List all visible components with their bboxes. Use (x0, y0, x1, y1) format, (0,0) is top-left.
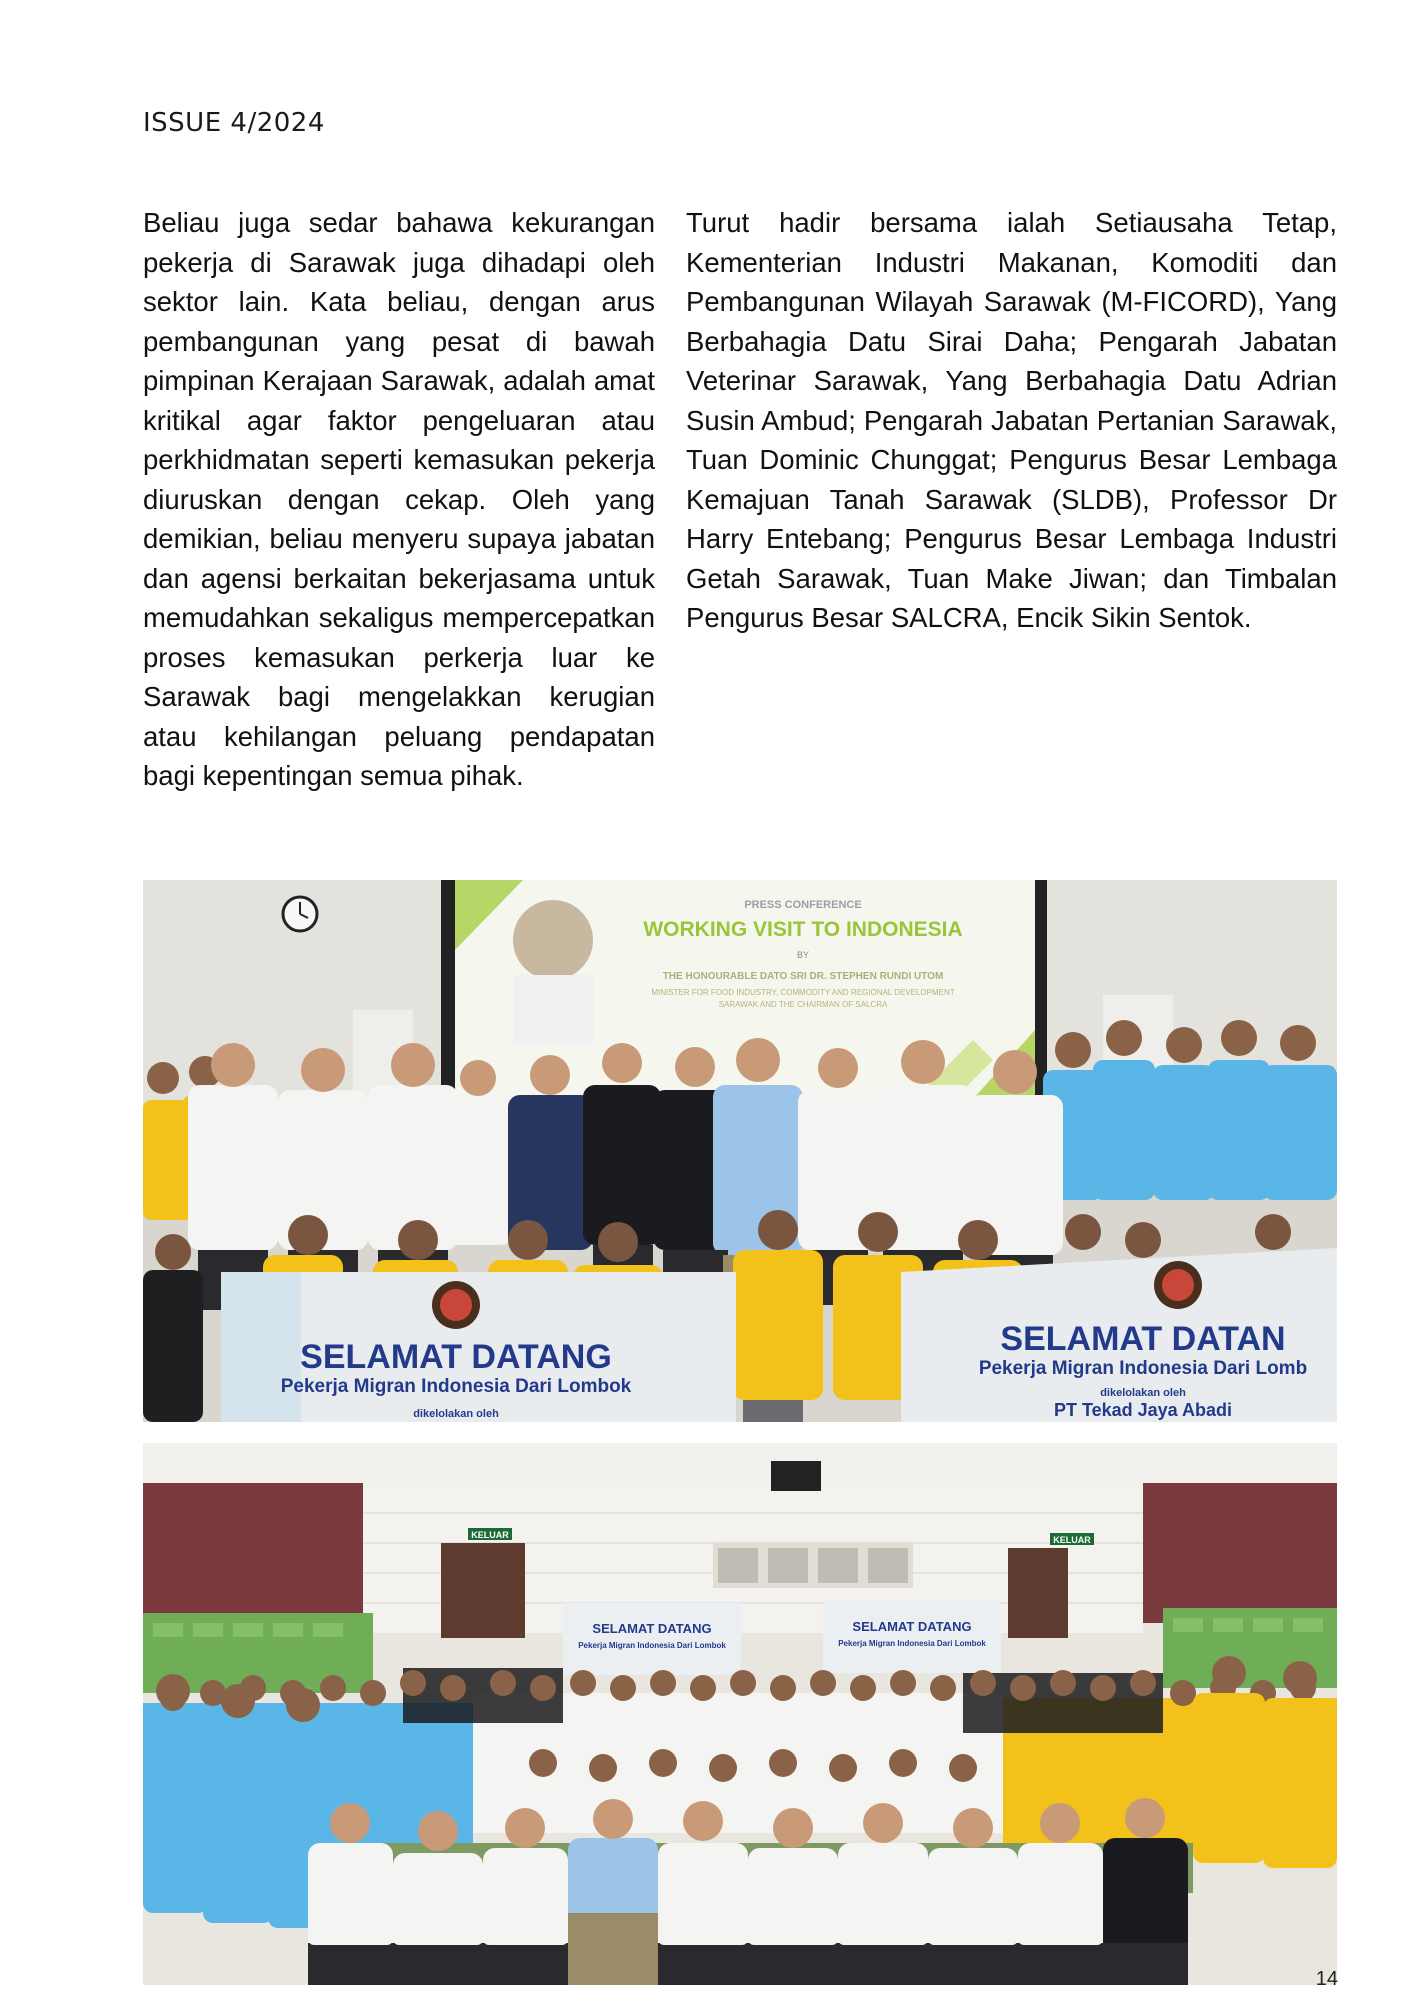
banner-left-small: dikelolakan oleh (413, 1408, 499, 1420)
screen-small-label: PRESS CONFERENCE (744, 899, 862, 911)
banner-left-title: SELAMAT DATANG (300, 1338, 612, 1376)
banner-right-company: PT Tekad Jaya Abadi (1053, 1400, 1233, 1420)
article-right-column: Turut hadir bersama ialah Setiausaha Tetap, Kementerian Industri Makanan, Komoditi dan Pembangunan Wilayah Sarawak (M-FICORD), Yang Berbahagia Datu Sirai Daha; Pengarah Jabatan Veterinar Sarawak, Yang Berbahagia Datu Adrian Susin Ambud; Pengarah Jabatan Pertanian Sarawak, Tuan Dominic Chunggat; Pengurus Besar Lembaga Kemajuan Tanah Sarawak (SLDB), Professor Dr Harry Entebang; Pengurus Besar Lembaga Industri Getah Sarawak, Tuan Make Jiwan; dan Timbalan Pengurus Besar SALCRA, Encik Sikin Sentok. (686, 207, 1337, 633)
press-conference-photo (143, 880, 1337, 1422)
back-banner-1-title: SELAMAT DATANG (592, 1621, 712, 1636)
page-number: 14 (1315, 1968, 1338, 1990)
welcome-banner-back-left (563, 1603, 741, 1675)
projector-icon (771, 1461, 821, 1491)
article-left-column: Beliau juga sedar bahawa kekurangan pekerja di Sarawak juga dihadapi oleh sektor lain. Kata beliau, dengan arus pembangunan yang pesat di bawah pimpinan Kerajaan Sarawak, adalah amat kritikal agar faktor pengeluaran atau perkhidmatan seperti kemasukan pekerja diuruskan dengan cekap. Oleh yang demikian, beliau menyeru supaya jabatan dan agensi berkaitan bekerjasama untuk memudahkan sekaligus mempercepatkan proses kemasukan perkerja luar ke Sarawak bagi mengelakkan kerugian atau kehilangan peluang pendapatan bagi kepentingan semua pihak. (143, 207, 655, 791)
welcome-banner-left (221, 1272, 736, 1422)
welcome-banner-right (901, 1248, 1337, 1422)
issue-label: ISSUE 4/2024 (143, 108, 325, 138)
banner-right-small: dikelolakan oleh (1100, 1387, 1186, 1399)
back-banner-2-title: SELAMAT DATANG (852, 1619, 972, 1634)
back-banner-1-subtitle: Pekerja Migran Indonesia Dari Lombok (578, 1641, 726, 1650)
screen-name: THE HONOURABLE DATO SRI DR. STEPHEN RUNDI UTOM (662, 971, 944, 982)
screen-role-line-1: MINISTER FOR FOOD INDUSTRY, COMMODITY AND REGIONAL DEVELOPMENT (651, 988, 955, 997)
screen-title: WORKING VISIT TO INDONESIA (643, 918, 963, 941)
banner-right-subtitle: Pekerja Migran Indonesia Dari Lomb (978, 1358, 1308, 1379)
back-banner-2-subtitle: Pekerja Migran Indonesia Dari Lombok (838, 1639, 986, 1648)
welcome-banner-back-right (823, 1601, 1001, 1673)
screen-by: BY (796, 950, 810, 960)
exit-sign-left-label: KELUAR (471, 1530, 509, 1540)
banner-right-title: SELAMAT DATAN (1000, 1320, 1286, 1358)
auditorium-group-photo (143, 1443, 1337, 1985)
exit-sign-right-label: KELUAR (1053, 1535, 1091, 1545)
screen-role-line-2: SARAWAK AND THE CHAIRMAN OF SALCRA (718, 1000, 888, 1009)
banner-left-subtitle: Pekerja Migran Indonesia Dari Lombok (280, 1376, 632, 1397)
